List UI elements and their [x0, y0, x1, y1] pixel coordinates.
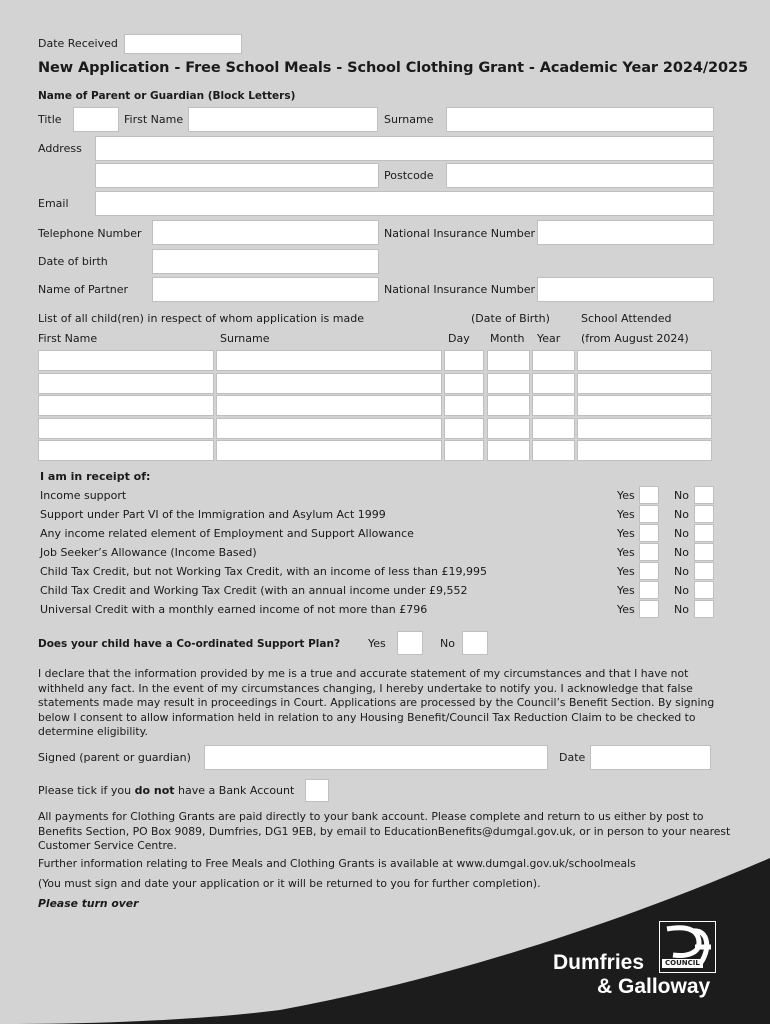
- col-month: Month: [490, 332, 525, 345]
- benefit-item-label: Child Tax Credit and Working Tax Credit (with an annual income under £9,552: [40, 584, 468, 597]
- council-badge: COUNCIL: [662, 959, 703, 968]
- ni-number-label: National Insurance Number: [384, 227, 535, 240]
- csp-no-label: No: [440, 637, 455, 650]
- declaration-text: I declare that the information provided by me is a true and accurate statement of my circumstances and that I have not withheld any fact. In the event of my circumstances changing, I hereby undertake to notify you. I acknowledge that false statements made may result in proceedings in Court. Applications are processed by the Council’s Benefit Section. By signing below I consent to allow information held in relation to any Housing Benefit/Council Tax Reduction Claim to be checked to determine eligibility.: [38, 667, 715, 738]
- form-title: New Application - Free School Meals - School Clothing Grant - Academic Year 2024/2025: [38, 60, 749, 76]
- please-turn-over: Please turn over: [38, 897, 139, 910]
- address-label: Address: [38, 142, 82, 155]
- payments-text: All payments for Clothing Grants are paid directly to your bank account. Please complete and return to us either by post to Benefits Section, PO Box 9089, Dumfries, DG1 9EB, by email to EducationBenefits@dumgal.gov.uk, or in person to your nearest Customer Service Centre.: [38, 810, 731, 852]
- sign-date-label: Date: [559, 751, 586, 764]
- benefit-yes-label: Yes: [617, 508, 635, 521]
- postcode-label: Postcode: [384, 169, 434, 182]
- bank-account-label: Please tick if you do not have a Bank Account: [38, 784, 295, 797]
- benefit-item-label: Support under Part VI of the Immigration and Asylum Act 1999: [40, 508, 386, 521]
- school-heading: School Attended: [581, 312, 672, 325]
- council-logo-emblem: [659, 921, 716, 973]
- benefit-no-label: No: [674, 527, 689, 540]
- benefit-item-label: Job Seeker’s Allowance (Income Based): [40, 546, 257, 559]
- title-label: Title: [38, 113, 62, 126]
- dob-label: Date of birth: [38, 255, 108, 268]
- children-heading: List of all child(ren) in respect of whom application is made: [38, 312, 364, 325]
- benefit-no-label: No: [674, 489, 689, 502]
- partner-label: Name of Partner: [38, 283, 129, 296]
- benefit-yes-label: Yes: [617, 603, 635, 616]
- benefit-item-label: Child Tax Credit, but not Working Tax Credit, with an income of less than £19,995: [40, 565, 488, 578]
- benefit-yes-label: Yes: [617, 546, 635, 559]
- benefit-no-label: No: [674, 508, 689, 521]
- col-surname: Surname: [220, 332, 270, 345]
- further-info-text: Further information relating to Free Meals and Clothing Grants is available at www.dumgal.gov.uk/schoolmeals: [38, 857, 636, 870]
- benefit-no-label: No: [674, 546, 689, 559]
- benefits-heading: I am in receipt of:: [40, 470, 151, 483]
- signed-label: Signed (parent or guardian): [38, 751, 191, 764]
- benefit-item-label: Universal Credit with a monthly earned income of not more than £796: [40, 603, 428, 616]
- logo-line-dumfries: Dumfries: [553, 951, 645, 974]
- email-label: Email: [38, 197, 69, 210]
- col-first-name: First Name: [38, 332, 98, 345]
- date-received-label: Date Received: [38, 37, 118, 50]
- csp-yes-label: Yes: [368, 637, 386, 650]
- benefit-item-label: Income support: [40, 489, 127, 502]
- benefit-item-label: Any income related element of Employment and Support Allowance: [40, 527, 414, 540]
- dob-heading: (Date of Birth): [471, 312, 550, 325]
- benefit-yes-label: Yes: [617, 489, 635, 502]
- benefit-no-label: No: [674, 584, 689, 597]
- partner-ni-label: National Insurance Number: [384, 283, 535, 296]
- sign-note-text: (You must sign and date your application or it will be returned to you for further completion).: [38, 877, 541, 890]
- telephone-label: Telephone Number: [38, 227, 142, 240]
- benefit-no-label: No: [674, 603, 689, 616]
- benefit-yes-label: Yes: [617, 584, 635, 597]
- school-sub-heading: (from August 2024): [581, 332, 689, 345]
- col-year: Year: [537, 332, 561, 345]
- benefit-no-label: No: [674, 565, 689, 578]
- col-day: Day: [448, 332, 470, 345]
- first-name-label: First Name: [124, 113, 184, 126]
- parent-section-heading: Name of Parent or Guardian (Block Letters): [38, 90, 296, 102]
- csp-question: Does your child have a Co-ordinated Support Plan?: [38, 638, 341, 650]
- surname-label: Surname: [384, 113, 434, 126]
- benefit-yes-label: Yes: [617, 527, 635, 540]
- benefit-yes-label: Yes: [617, 565, 635, 578]
- logo-line-galloway: & Galloway: [597, 975, 711, 998]
